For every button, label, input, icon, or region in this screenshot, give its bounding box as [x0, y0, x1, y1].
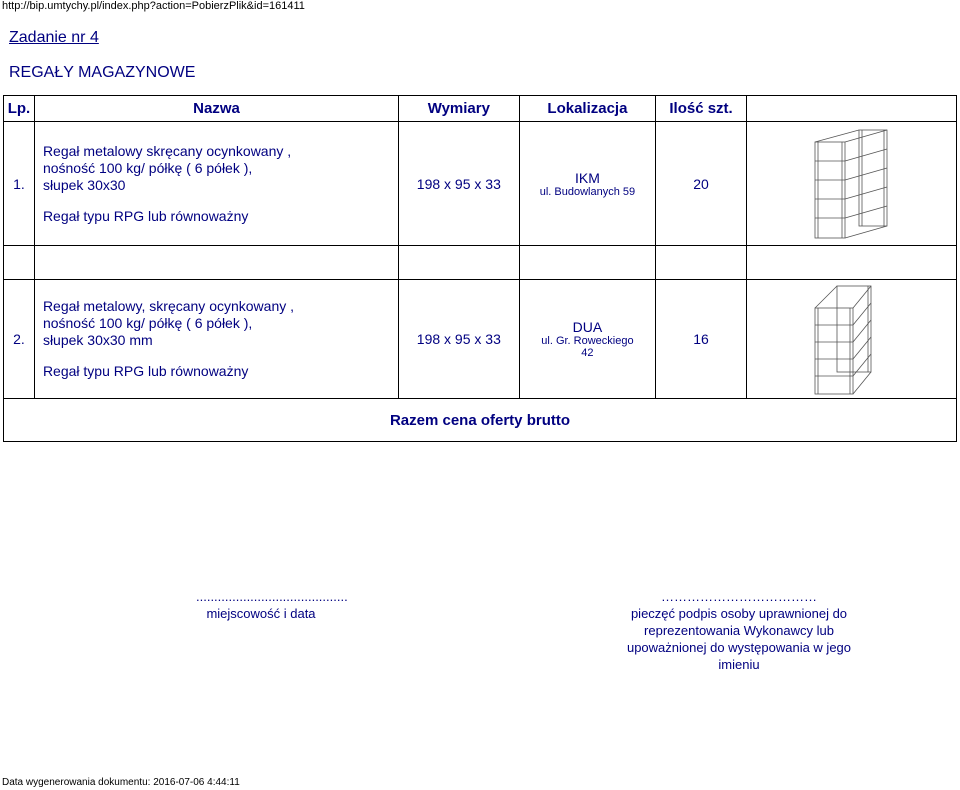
location-address: ul. Budowlanych 59 [539, 185, 636, 198]
table-row [4, 122, 957, 246]
row-dimensions: 198 x 95 x 33 [399, 122, 520, 246]
header-name: Nazwa [34, 96, 398, 122]
shelving-rack-icon [811, 282, 891, 397]
header-location: Lokalizacja [519, 96, 656, 122]
header-lp: Lp. [4, 96, 35, 122]
spacer-cell [519, 246, 656, 280]
task-subtitle: REGAŁY MAGAZYNOWE [9, 64, 196, 81]
name-alternative: Regał typu RPG lub równoważny [42, 363, 249, 379]
location-name: IKM [574, 169, 600, 186]
spacer-cell [34, 246, 398, 280]
name-line: Regał metalowy, skręcany ocynkowany , [42, 298, 295, 314]
row-quantity: 16 [656, 280, 747, 399]
task-title: Zadanie nr 4 [9, 29, 99, 46]
signature-dots: ……………………………… [661, 589, 817, 604]
spacer-cell [746, 246, 956, 280]
offer-table [3, 95, 957, 442]
signature-dots: .......................................... [196, 589, 348, 604]
header-image [746, 96, 956, 122]
source-url: http://bip.umtychy.pl/index.php?action=PobierzPlik&id=161411 [2, 0, 305, 12]
row-image [746, 280, 956, 399]
row-location [519, 280, 656, 399]
row-quantity: 20 [656, 122, 747, 246]
row-image [746, 122, 956, 246]
signature-place-date [196, 588, 348, 622]
name-line: słupek 30x30 [42, 176, 126, 193]
table-row [4, 280, 957, 399]
signature-label: miejscowość i data [206, 606, 316, 621]
header-dimensions: Wymiary [399, 96, 520, 122]
name-line: słupek 30x30 mm [42, 332, 153, 348]
shelving-rack-icon [811, 126, 891, 241]
total-label: Razem cena oferty brutto [4, 399, 957, 442]
name-line: Regał metalowy skręcany ocynkowany , [42, 142, 292, 159]
name-line: nośność 100 kg/ półkę ( 6 półek ), [42, 315, 253, 331]
row-name [34, 122, 398, 246]
name-alternative: Regał typu RPG lub równoważny [42, 207, 249, 224]
spacer-cell [656, 246, 747, 280]
generation-date: Data wygenerowania dokumentu: 2016-07-06 4:44:11 [2, 777, 240, 788]
location-name: DUA [572, 319, 603, 335]
total-row [4, 399, 957, 442]
signature-line: pieczęć podpis osoby uprawnionej do [630, 606, 848, 621]
name-line: nośność 100 kg/ półkę ( 6 półek ), [42, 159, 253, 176]
row-lp: 1. [4, 122, 35, 246]
table-header-row [4, 96, 957, 122]
spacer-cell [4, 246, 35, 280]
signature-line: imieniu [718, 657, 760, 672]
row-name [34, 280, 398, 399]
location-address: ul. Gr. Roweckiego [541, 335, 634, 347]
table-spacer-row [4, 246, 957, 280]
row-location [519, 122, 656, 246]
location-address-line2: 42 [581, 347, 594, 359]
signature-authorized [610, 588, 868, 673]
signature-line: reprezentowania Wykonawcy lub [644, 623, 834, 638]
row-dimensions: 198 x 95 x 33 [399, 280, 520, 399]
spacer-cell [399, 246, 520, 280]
header-quantity: Ilość szt. [656, 96, 747, 122]
signature-line: upoważnionej do występowania w jego [626, 640, 852, 655]
row-lp: 2. [4, 280, 35, 399]
